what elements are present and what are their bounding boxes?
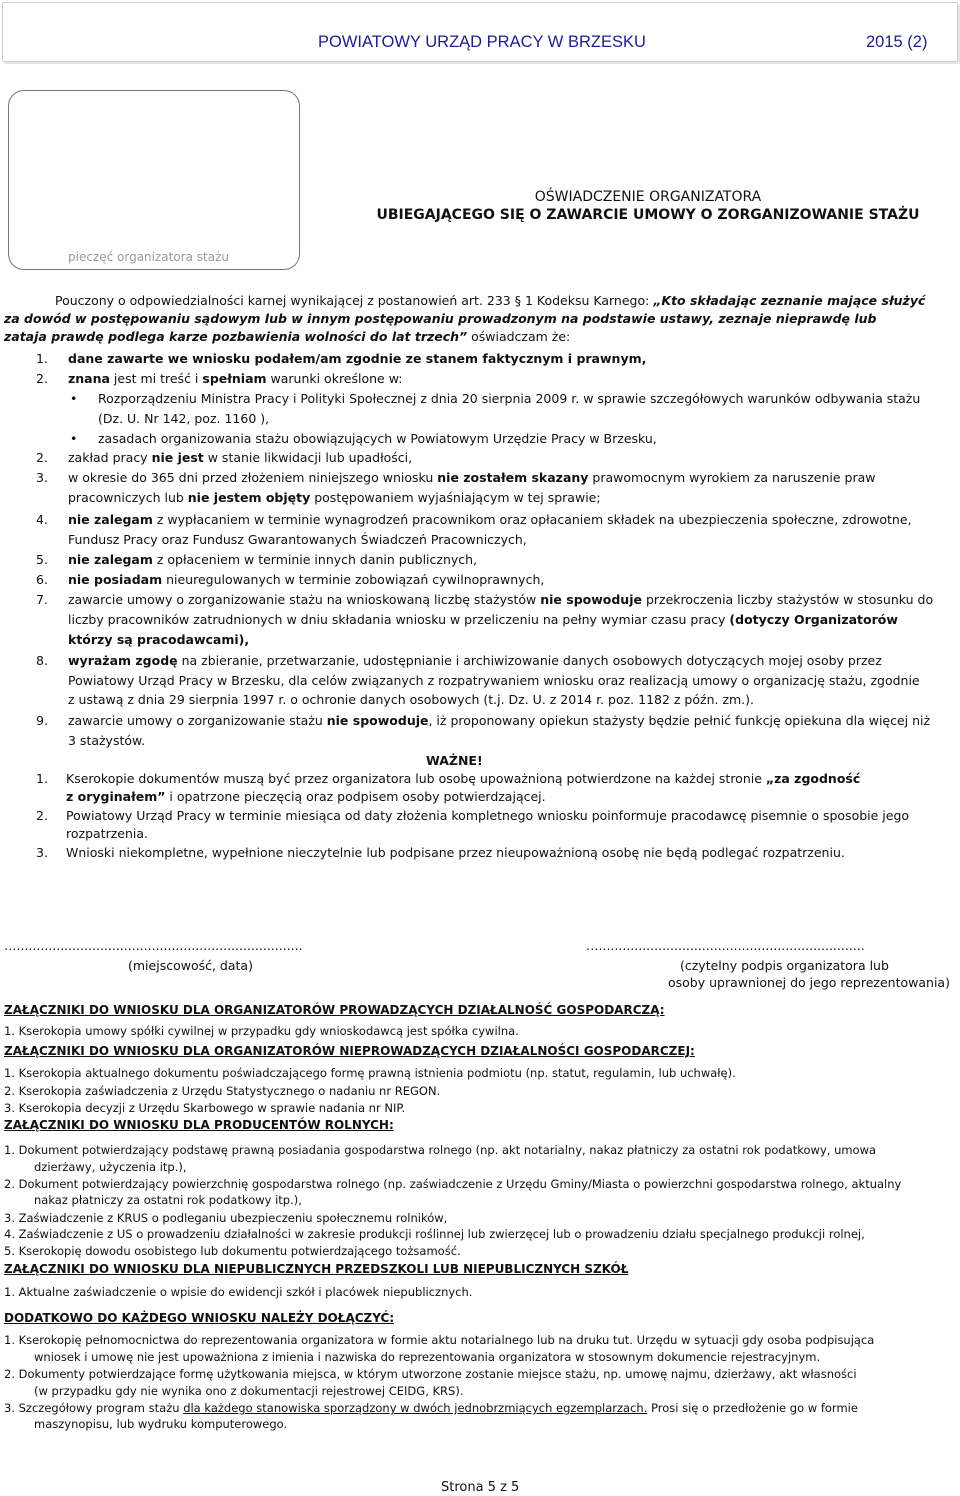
signature-dots: …...................................................................: [586, 938, 865, 953]
stamp-box: [8, 90, 300, 270]
item-9-cont: 3 stażystów.: [68, 733, 146, 748]
att2-title: ZAŁĄCZNIKI DO WNIOSKU DLA ORGANIZATORÓW NIEPROWADZĄCYCH DZIAŁALNOŚCI GOSPODARCZEJ:: [4, 1044, 695, 1058]
signature-label-1: (czytelny podpis organizatora lub: [680, 958, 889, 973]
intro-line2: za dowód w postępowaniu sądowym lub w innym postępowaniu prowadzonym na podstawie ustawy, zeznaje nieprawdę lub: [4, 311, 877, 326]
att1-title: ZAŁĄCZNIKI DO WNIOSKU DLA ORGANIZATORÓW PROWADZĄCYCH DZIAŁALNOŚĆ GOSPODARCZĄ:: [4, 1003, 665, 1017]
page-number: Strona 5 z 5: [441, 1480, 520, 1495]
att3-item-2-cont: nakaz płatniczy za ostatni rok podatkowy itp.),: [34, 1193, 302, 1207]
att5-title: DODATKOWO DO KAŻDEGO WNIOSKU NALEŻY DOŁĄCZYĆ:: [4, 1311, 395, 1325]
att5-item-2-cont: (w przypadku gdy nie wynika ono z dokumentacji rejestrowej CEIDG, KRS).: [34, 1384, 464, 1398]
att3-item-2: 2. Dokument potwierdzający powierzchnię gospodarstwa rolnego (np. zaświadczenie z Urzędu Gminy/Miasta o powierzchni gospodarstwa rolnego, aktualny: [4, 1177, 902, 1191]
att3-item-5: 5. Kserokopię dowodu osobistego lub dokumentu potwierdzającego tożsamość.: [4, 1244, 461, 1258]
wazne-title: WAŻNE!: [426, 753, 483, 768]
att3-item-4: 4. Zaświadczenie z US o prowadzeniu działalności w zakresie produkcji roślinnej lub zwierzęcej lub o prowadzeniu działu specjalnego produkcji rolnej,: [4, 1227, 865, 1241]
att4-item-1: 1. Aktualne zaświadczenie o wpisie do ewidencji szkół i placówek niepublicznych.: [4, 1285, 473, 1299]
wazne-2-cont: rozpatrzenia.: [66, 826, 148, 841]
doc-title-line2: UBIEGAJĄCEGO SIĘ O ZAWARCIE UMOWY O ZORGANIZOWANIE STAŻU: [376, 207, 920, 223]
att2-item-1: 1. Kserokopia aktualnego dokumentu poświadczającego formę prawną istnienia podmiotu (np. statut, regulamin, lub uchwałę).: [4, 1066, 736, 1080]
stamp-label: pieczęć organizatora stażu: [68, 250, 230, 264]
header-title: POWIATOWY URZĄD PRACY W BRZESKU: [318, 33, 646, 51]
att4-title: ZAŁĄCZNIKI DO WNIOSKU DLA NIEPUBLICZNYCH PRZEDSZKOLI LUB NIEPUBLICZNYCH SZKÓŁ: [4, 1262, 629, 1276]
item-3-cont: pracowniczych lub nie jestem objęty postępowaniem wyjaśniającym w tej sprawie;: [68, 490, 601, 505]
att3-item-1: 1. Dokument potwierdzający podstawę prawną posiadania gospodarstwa rolnego (np. akt notarialny, nakaz płatniczy za ostatni rok podatkowy, umowa: [4, 1143, 877, 1157]
item-8-cont2: z ustawą z dnia 29 sierpnia 1997 r. o ochronie danych osobowych (t.j. Dz. U. z 2014 r. poz. 1182 z późn. zm.).: [68, 692, 755, 707]
signature-label-2: osoby uprawnionej do jego reprezentowania): [668, 975, 950, 990]
att5-item-2: 2. Dokumenty potwierdzające formę użytkowania miejsca, w którym utworzone zostanie miejsce stażu, np. umowę najmu, dzierżawy, akt własności: [4, 1367, 857, 1381]
att3-title: ZAŁĄCZNIKI DO WNIOSKU DLA PRODUCENTÓW ROLNYCH:: [4, 1118, 394, 1132]
place-date-dots: …........................................................................: [4, 938, 303, 953]
att5-item-1: 1. Kserokopię pełnomocnictwa do reprezentowania organizatora w formie aktu notarialnego lub na druku tut. Urzędu w sytuacji gdy osoba podpisująca: [4, 1333, 875, 1347]
place-date-label: (miejscowość, data): [128, 958, 253, 973]
item-4-cont: Fundusz Pracy oraz Fundusz Gwarantowanych Świadczeń Pracowniczych,: [68, 532, 527, 547]
header-box: [2, 2, 958, 62]
item-7-cont2: którzy są pracodawcami),: [68, 632, 250, 647]
att5-item-1-cont: wniosek i umowę nie jest upoważniona z imienia i nazwiska do reprezentowania organizatora w stosownym dokumencie rejestracyjnym.: [34, 1350, 821, 1364]
intro-line3: zataja prawdę podlega karze pozbawienia wolności do lat trzech” oświadczam że:: [4, 329, 571, 344]
header-year: 2015 (2): [866, 33, 928, 51]
intro-line1: Pouczony o odpowiedzialności karnej wynikającej z postanowień art. 233 § 1 Kodeksu Karnego: „Kto składając zeznanie mające służyć: [55, 293, 926, 308]
att5-item-3: 3. Szczegółowy program stażu dla każdego stanowiska sporządzony w dwóch jednobrzmiących egzemplarzach. Prosi się o przedłożenie go w formie: [4, 1401, 858, 1415]
att2-item-2: 2. Kserokopia zaświadczenia z Urzędu Statystycznego o nadaniu nr REGON.: [4, 1084, 441, 1098]
att3-item-1-cont: dzierżawy, użyczenia itp.),: [34, 1160, 187, 1174]
wazne-1-cont: z oryginałem” i opatrzone pieczęcią oraz podpisem osoby potwierdzającej.: [66, 789, 546, 804]
doc-title-line1: OŚWIADCZENIE ORGANIZATORA: [534, 189, 762, 205]
item-8-cont: Powiatowy Urząd Pracy w Brzesku, dla celów związanych z rozpatrywaniem wniosku oraz realizacją umowy o organizację stażu, zgodnie: [68, 673, 920, 688]
att3-item-3: 3. Zaświadczenie z KRUS o podleganiu ubezpieczeniu społecznemu rolników,: [4, 1211, 448, 1225]
att1-item-1: 1. Kserokopia umowy spółki cywilnej w przypadku gdy wnioskodawcą jest spółka cywilna.: [4, 1024, 519, 1038]
att2-item-3: 3. Kserokopia decyzji z Urzędu Skarbowego w sprawie nadania nr NIP.: [4, 1101, 406, 1115]
bullet-1-cont: (Dz. U. Nr 142, poz. 1160 ),: [98, 411, 270, 426]
item-7-cont: liczby pracowników zatrudnionych w dniu składania wniosku w przeliczeniu na pełny wymiar czasu pracy (dotyczy Organizatorów: [68, 612, 898, 627]
att5-item-3-cont: maszynopisu, lub wydruku komputerowego.: [34, 1417, 288, 1431]
